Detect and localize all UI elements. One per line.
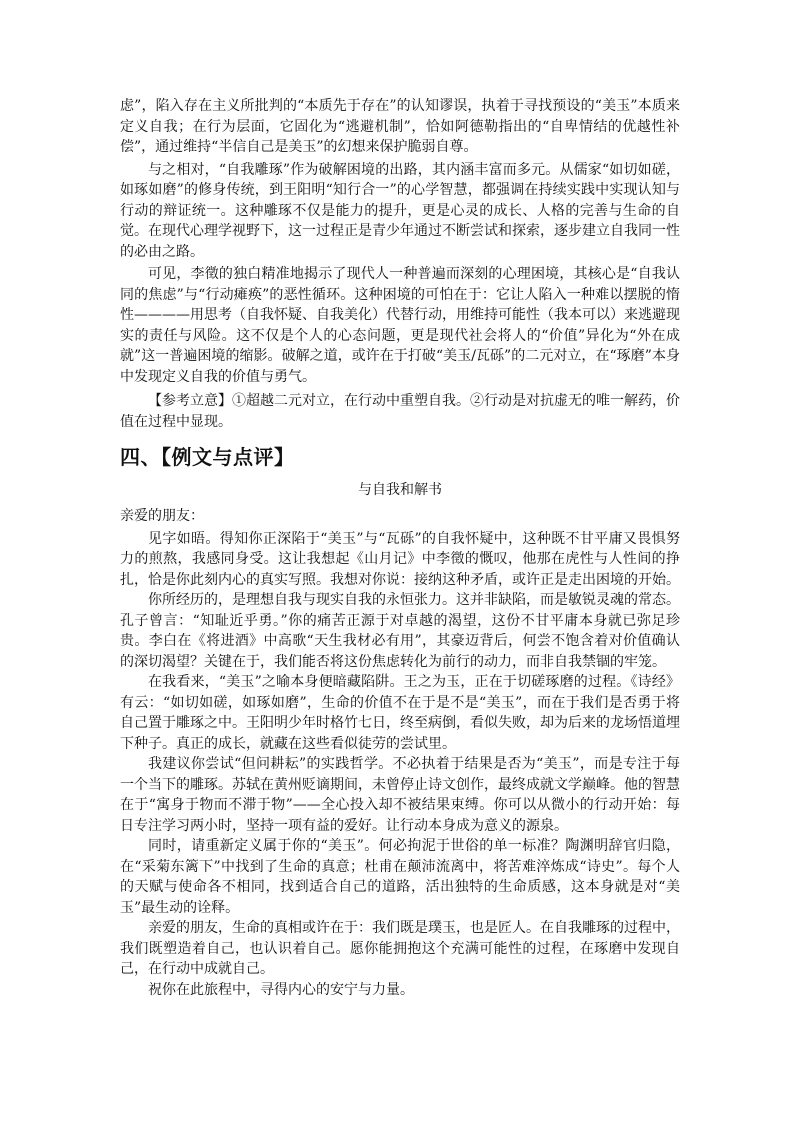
essay-title: 与自我和解书: [358, 482, 442, 498]
section-heading: 四、【例文与点评】: [120, 445, 295, 469]
essay-paragraph: 见字如晤。得知你正深陷于“美玉”与“瓦砾”的自我怀疑中，这种既不甘平庸又畏惧努力的煎熬，我感同身受。这让我想起《山月记》中李徵的慨叹，他那在虎性与人性间的挣扎，恰是你此刻内心的真实写照。我想对你说：接纳这种矛盾，或许正是走出困境的开始。: [120, 530, 680, 588]
essay-closing: 祝你在此旅程中，寻得内心的安宁与力量。: [148, 981, 414, 998]
body-paragraph: 与之相对，“自我雕琢”作为破解困境的出路，其内涵丰富而多元。从儒家“如切如磋，如琢如磨”的修身传统，到王阳明“知行合一”的心学智慧，都强调在持续实践中实现认知与行动的辩证统一。这种雕琢不仅是能力的提升，更是心灵的成长、人格的完善与生命的自觉。在现代心理学视野下，这一过程正是青少年通过不断尝试和探索，逐步建立自我同一性的必由之路。: [120, 161, 680, 260]
body-paragraph: 可见，李徵的独白精准地揭示了现代人一种普遍而深刻的心理困境，其核心是“自我认同的焦虑”与“行动瘫痪”的恶性循环。这种困境的可怕在于：它让人陷入一种难以摆脱的惰性————用思考（自我怀疑、自我美化）代替行动，用维持可能性（我本可以）来逃避现实的责任与风险。这不仅是个人的心态问题，更是现代社会将人的“价值”异化为“外在成就”这一普遍困境的缩影。破解之道，或许在于打破“美玉/瓦砾”的二元对立，在“琢磨”本身中发现定义自我的价值与勇气。: [120, 266, 680, 385]
reference-intent: [120, 391, 680, 432]
essay-paragraph: 亲爱的朋友，生命的真相或许在于：我们既是璞玉，也是匠人。在自我雕琢的过程中，我们既塑造着自己，也认识着自己。愿你能拥抱这个充满可能性的过程，在琢磨中发现自己，在行动中成就自己。: [120, 920, 680, 977]
body-paragraph: 虑”，陷入存在主义所批判的“本质先于存在”的认知谬误，执着于寻找预设的“美玉”本质来定义自我；在行为层面，它固化为“逃避机制”，恰如阿德勒指出的“自卑情结的优越性补偿”，通过维持“半信自己是美玉”的幻想来保护脆弱自尊。: [120, 98, 680, 155]
essay-paragraph: 同时，请重新定义属于你的“美玉”。何必拘泥于世俗的单一标准？陶渊明辞官归隐，在“采菊东篱下”中找到了生命的真意；杜甫在颠沛流离中，将苦难淬炼成“诗史”。每个人的天赋与使命各不相同，找到适合自己的道路，活出独特的生命质感，这本身就是对“美玉”最生动的诠释。: [120, 838, 680, 916]
essay-salutation: 亲爱的朋友：: [120, 508, 204, 524]
reference-text: ①超越二元对立，在行动中重塑自我。②行动是对抗虚无的唯一解药，价值在过程中显现。: [120, 393, 680, 430]
essay-paragraph: 我建议你尝试“但问耕耘”的实践哲学。不必执着于结果是否为“美玉”，而是专注于每一个当下的雕琢。苏轼在黄州贬谪期间，未曾停止诗文创作，最终成就文学巅峰。他的智慧在于“寓身于物而不滞于物”——全心投入却不被结果束缚。你可以从微小的行动开始：每日专注学习两小时，坚持一项有益的爱好。让行动本身成为意义的源泉。: [120, 756, 680, 834]
document-page: [120, 96, 680, 1000]
reference-label: 【参考立意】: [148, 393, 232, 409]
essay-paragraph: 你所经历的，是理想自我与现实自我的永恒张力。这并非缺陷，而是敏锐灵魂的常态。孔子曾言：“知耻近乎勇。”你的痛苦正源于对卓越的渴望，这份不甘平庸本身就已弥足珍贵。李白在《将进酒》中高歌“天生我材必有用”，其豪迈背后，何尝不饱含着对价值确认的深切渴望？关键在于，我们能否将这份焦虑转化为前行的动力，而非自我禁锢的牢笼。: [120, 592, 680, 670]
essay-paragraph: 在我看来，“美玉”之喻本身便暗藏陷阱。王之为玉，正在于切磋琢磨的过程。《诗经》有云：“如切如磋，如琢如磨”，生命的价值不在于是不是“美玉”，而在于我们是否勇于将自己置于雕琢之中。王阳明少年时格竹七日，终至病倒，看似失败，却为后来的龙场悟道埋下种子。真正的成长，就藏在这些看似徒劳的尝试里。: [120, 674, 680, 752]
